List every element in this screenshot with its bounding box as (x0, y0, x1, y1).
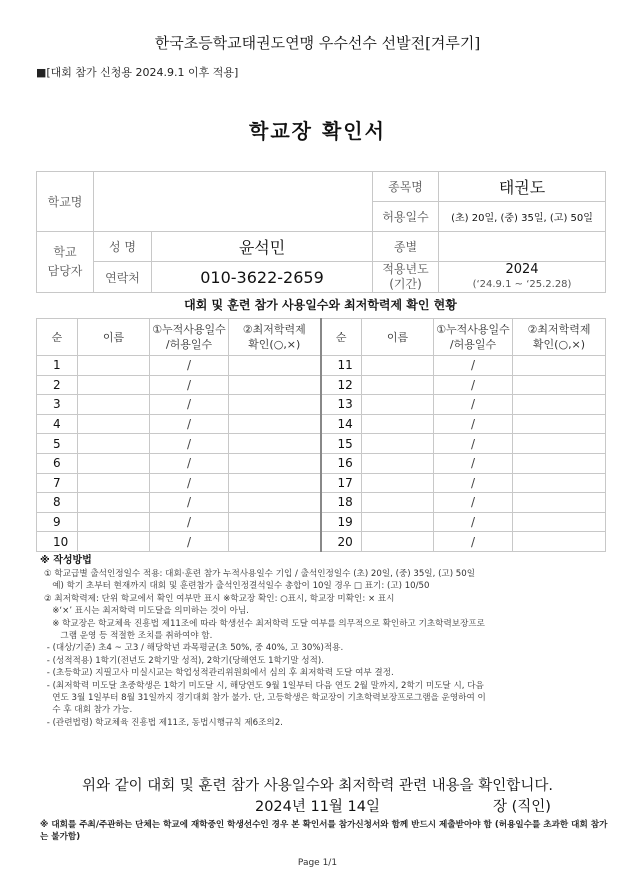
check-cell[interactable] (229, 453, 321, 473)
records-header-row (37, 319, 606, 356)
row-num: 18 (321, 493, 362, 513)
name-cell[interactable] (78, 375, 150, 395)
category-value[interactable] (439, 232, 606, 262)
name-cell[interactable] (362, 493, 434, 513)
row-num: 4 (37, 414, 78, 434)
phone-label: 연락처 (94, 262, 152, 293)
table-row (37, 493, 606, 513)
method-line: 예) 학기 초부터 현재까지 대회 및 훈련참가 출석인정결석일수 총합이 10일 경우 □ 표기: (고) 10/50 (44, 581, 430, 592)
table-row (37, 356, 606, 376)
school-label: 학교명 (37, 172, 94, 232)
days-cell[interactable]: / (150, 512, 229, 532)
check-cell[interactable] (513, 512, 606, 532)
table-row (37, 453, 606, 473)
days-cell[interactable]: / (434, 493, 513, 513)
method-line: ② 최저학력제: 단위 학교에서 확인 여부만 표시 ※학교장 확인: ○표시, 학교장 미확인: × 표시 (44, 593, 395, 604)
event-value[interactable]: 태권도 (439, 172, 606, 202)
name-cell[interactable] (362, 395, 434, 415)
page-title: 학교장 확인서 (249, 119, 386, 143)
row-num: 15 (321, 434, 362, 454)
document-header: 한국초등학교태권도연맹 우수선수 선발전[겨루기] (154, 34, 481, 52)
info-table (36, 171, 606, 293)
period-value: (‘24.9.1 ~ ‘25.2.28) (472, 279, 572, 290)
table-row (37, 434, 606, 454)
name-cell[interactable] (362, 356, 434, 376)
days-cell[interactable]: / (434, 532, 513, 552)
records-section-title: 대회 및 훈련 참가 사용일수와 최저학력제 확인 현황 (184, 298, 457, 312)
table-row (37, 512, 606, 532)
header-days: ①누적사용일수 /허용일수 (150, 319, 229, 356)
records-table (36, 318, 606, 552)
name-cell[interactable] (78, 453, 150, 473)
row-num: 1 (37, 356, 78, 376)
document-subtitle: ■[대회 참가 신청용 2024.9.1 이후 적용] (36, 66, 239, 79)
row-num: 19 (321, 512, 362, 532)
method-line: 연도 3월 1일부터 8월 31일까지 경기대회 참가 불가. 단, 고등학생은 학교장이 기초학력보장프로그램을 운영하여 이 (44, 693, 486, 704)
name-cell[interactable] (362, 414, 434, 434)
days-cell[interactable]: / (434, 453, 513, 473)
check-cell[interactable] (229, 512, 321, 532)
check-cell[interactable] (229, 395, 321, 415)
school-value[interactable] (94, 172, 373, 232)
check-cell[interactable] (229, 434, 321, 454)
method-line: - (관련법령) 학교체육 진흥법 제11조, 동법시행규칙 제6조의2. (44, 717, 283, 728)
method-line: ※ 학교장은 학교체육 진흥법 제11조에 따라 학생선수 최저학력 도달 여부를 의무적으로 확인하고 기초학력보장프로 (44, 618, 485, 629)
row-num: 2 (37, 375, 78, 395)
check-cell[interactable] (229, 375, 321, 395)
days-cell[interactable]: / (150, 414, 229, 434)
check-cell[interactable] (513, 493, 606, 513)
confirm-text: 위와 같이 대회 및 훈련 참가 사용일수와 최저학력 관련 내용을 확인합니다. (82, 778, 553, 794)
method-line: - (최저학력 미도달 초중학생은 1학기 미도달 시, 해당연도 9월 1일부터 다음 연도 2월 말까지, 2학기 미도달 시, 다음 (44, 680, 484, 691)
principal-signature: 장 (직인) (493, 799, 551, 815)
days-cell[interactable]: / (434, 414, 513, 434)
days-cell[interactable]: / (434, 512, 513, 532)
row-num: 14 (321, 414, 362, 434)
name-cell[interactable] (78, 532, 150, 552)
days-cell[interactable]: / (150, 395, 229, 415)
check-cell[interactable] (229, 532, 321, 552)
method-line: 그램 운영 등 적절한 조치를 취하여야 함. (44, 631, 213, 642)
header-name: 이름 (362, 319, 434, 356)
row-num: 13 (321, 395, 362, 415)
phone-value[interactable]: 010-3622-2659 (152, 262, 373, 293)
year-label: 적용년도 (기간) (373, 262, 439, 293)
row-num: 12 (321, 375, 362, 395)
row-num: 20 (321, 532, 362, 552)
check-cell[interactable] (513, 532, 606, 552)
header-days: ①누적사용일수 /허용일수 (434, 319, 513, 356)
event-label: 종목명 (373, 172, 439, 202)
year-value[interactable]: 2024 (505, 262, 539, 277)
name-label: 성 명 (94, 232, 152, 262)
days-cell[interactable]: / (150, 532, 229, 552)
table-row (37, 532, 606, 552)
row-num: 3 (37, 395, 78, 415)
footnote: ※ 대회를 주최/주관하는 단체는 학교에 재학중인 학생선수인 경우 본 확인서를 참가신청서와 함께 반드시 제출받아야 함 (허용일수를 초과한 대회 참가는 불가함) (40, 820, 608, 842)
method-line: - (초등학교) 지필고사 미실시교는 학업성적관리위원회에서 심의 후 최저학력 도달 여부 결정. (44, 668, 394, 679)
check-cell[interactable] (513, 453, 606, 473)
method-line: - (대상/기준) 초4 ~ 고3 / 해당학년 과목평균(초 50%, 중 40%, 고 30%)적용. (44, 643, 344, 654)
header-num: 순 (321, 319, 362, 356)
year-cell (439, 262, 606, 293)
name-cell[interactable] (78, 493, 150, 513)
method-line: ※‘×’ 표시는 최저학력 미도달을 의미하는 것이 아님. (44, 606, 249, 617)
name-cell[interactable] (362, 434, 434, 454)
allowed-days-label: 허용일수 (373, 202, 439, 232)
name-cell[interactable] (362, 532, 434, 552)
days-cell[interactable]: / (150, 453, 229, 473)
days-cell[interactable]: / (150, 473, 229, 493)
method-line: 수 후 대회 참가 가능. (44, 705, 133, 716)
header-check: ②최저학력제 확인(○,×) (513, 319, 606, 356)
category-label: 종별 (373, 232, 439, 262)
method-title: ※ 작성방법 (40, 555, 92, 566)
method-line: - (성적적용) 1학기(전년도 2학기말 성적), 2학기(당해연도 1학기말 성적). (44, 655, 324, 666)
contact-label: 학교 담당자 (37, 232, 94, 293)
name-cell[interactable] (362, 512, 434, 532)
days-cell[interactable]: / (434, 434, 513, 454)
header-name: 이름 (78, 319, 150, 356)
date-text: 2024년 11월 14일 (254, 799, 381, 815)
table-row (37, 395, 606, 415)
name-cell[interactable] (78, 395, 150, 415)
row-num: 11 (321, 356, 362, 376)
check-cell[interactable] (229, 356, 321, 376)
page-number: Page 1/1 (297, 858, 338, 868)
allowed-days-value: (초) 20일, (중) 35일, (고) 50일 (439, 202, 606, 232)
check-cell[interactable] (513, 356, 606, 376)
days-cell[interactable]: / (434, 356, 513, 376)
row-num: 16 (321, 453, 362, 473)
name-cell[interactable] (362, 453, 434, 473)
check-cell[interactable] (513, 434, 606, 454)
row-num: 8 (37, 493, 78, 513)
days-cell[interactable]: / (150, 434, 229, 454)
name-cell[interactable] (78, 473, 150, 493)
name-cell[interactable] (362, 473, 434, 493)
days-cell[interactable]: / (434, 375, 513, 395)
row-num: 7 (37, 473, 78, 493)
name-cell[interactable] (78, 512, 150, 532)
method-notes (44, 568, 584, 729)
check-cell[interactable] (513, 375, 606, 395)
row-num: 9 (37, 512, 78, 532)
check-cell[interactable] (513, 473, 606, 493)
check-cell[interactable] (229, 414, 321, 434)
name-value[interactable]: 윤석민 (152, 232, 373, 262)
row-num: 6 (37, 453, 78, 473)
check-cell[interactable] (229, 493, 321, 513)
days-cell[interactable]: / (150, 375, 229, 395)
days-cell[interactable]: / (434, 473, 513, 493)
header-check: ②최저학력제 확인(○,×) (229, 319, 321, 356)
days-cell[interactable]: / (434, 395, 513, 415)
method-line: ① 학교급별 출석인정일수 적용: 대회·훈련 참가 누적사용일수 기입 / 출석인정일수 (초) 20일, (중) 35일, (고) 50일 (44, 569, 476, 579)
table-row (37, 473, 606, 493)
table-row (37, 414, 606, 434)
row-num: 17 (321, 473, 362, 493)
row-num: 10 (37, 532, 78, 552)
check-cell[interactable] (229, 473, 321, 493)
row-num: 5 (37, 434, 78, 454)
check-cell[interactable] (513, 414, 606, 434)
days-cell[interactable]: / (150, 493, 229, 513)
header-num: 순 (37, 319, 78, 356)
name-cell[interactable] (362, 375, 434, 395)
table-row (37, 375, 606, 395)
check-cell[interactable] (513, 395, 606, 415)
days-cell[interactable]: / (150, 356, 229, 376)
name-cell[interactable] (78, 356, 150, 376)
name-cell[interactable] (78, 434, 150, 454)
name-cell[interactable] (78, 414, 150, 434)
